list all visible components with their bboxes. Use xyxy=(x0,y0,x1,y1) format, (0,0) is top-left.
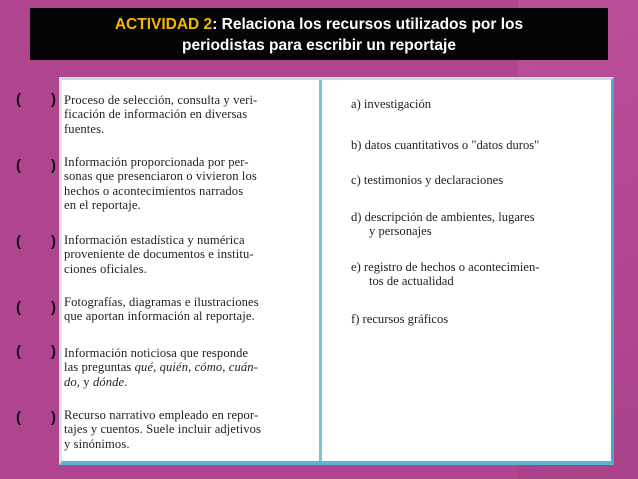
answer-blank-2[interactable]: ( ) xyxy=(16,157,56,174)
title-text: : Relaciona los recursos utilizados por los xyxy=(212,16,524,33)
description-item-6: Recurso narrativo empleado en repor- tajes y cuentos. Suele incluir adjetivos y sinónimos. xyxy=(64,408,262,451)
option-d: d) descripción de ambientes, lugares y personajes xyxy=(351,210,535,239)
description-item-1: Proceso de selección, consulta y veri- ficación de información en diversas fuentes. xyxy=(64,93,258,136)
answer-blank-6[interactable]: ( ) xyxy=(16,409,56,426)
option-b: b) datos cuantitativos o "datos duros" xyxy=(351,138,540,152)
description-item-3: Información estadística y numérica proveniente de documentos e institu- ciones oficiales. xyxy=(64,233,254,276)
option-c: c) testimonios y declaraciones xyxy=(351,173,504,187)
worksheet xyxy=(59,77,614,465)
title-line-2: periodistas para escribir un reportaje xyxy=(182,37,456,54)
activity-title xyxy=(30,8,608,60)
description-item-5: Información noticiosa que responde las preguntas qué, quién, cómo, cuán- do, y dónde. xyxy=(64,346,258,389)
activity-number: ACTIVIDAD 2 xyxy=(114,16,213,33)
answer-blank-4[interactable]: ( ) xyxy=(16,299,56,316)
option-f: f) recursos gráficos xyxy=(351,312,449,326)
answer-blank-1[interactable]: ( ) xyxy=(16,91,56,108)
answer-blank-3[interactable]: ( ) xyxy=(16,233,56,250)
description-item-4: Fotografías, diagramas e ilustraciones que aportan información al reportaje. xyxy=(64,295,259,324)
description-item-2: Información proporcionada por per- sonas que presenciaron o vivieron los hechos o acontecimientos narrados en el reportaje. xyxy=(64,155,257,213)
option-e: e) registro de hechos o acontecimien- tos de actualidad xyxy=(351,260,540,289)
answer-blank-5[interactable]: ( ) xyxy=(16,343,56,360)
title-line-1 xyxy=(30,14,608,35)
column-divider xyxy=(319,80,322,461)
option-a: a) investigación xyxy=(351,97,432,111)
